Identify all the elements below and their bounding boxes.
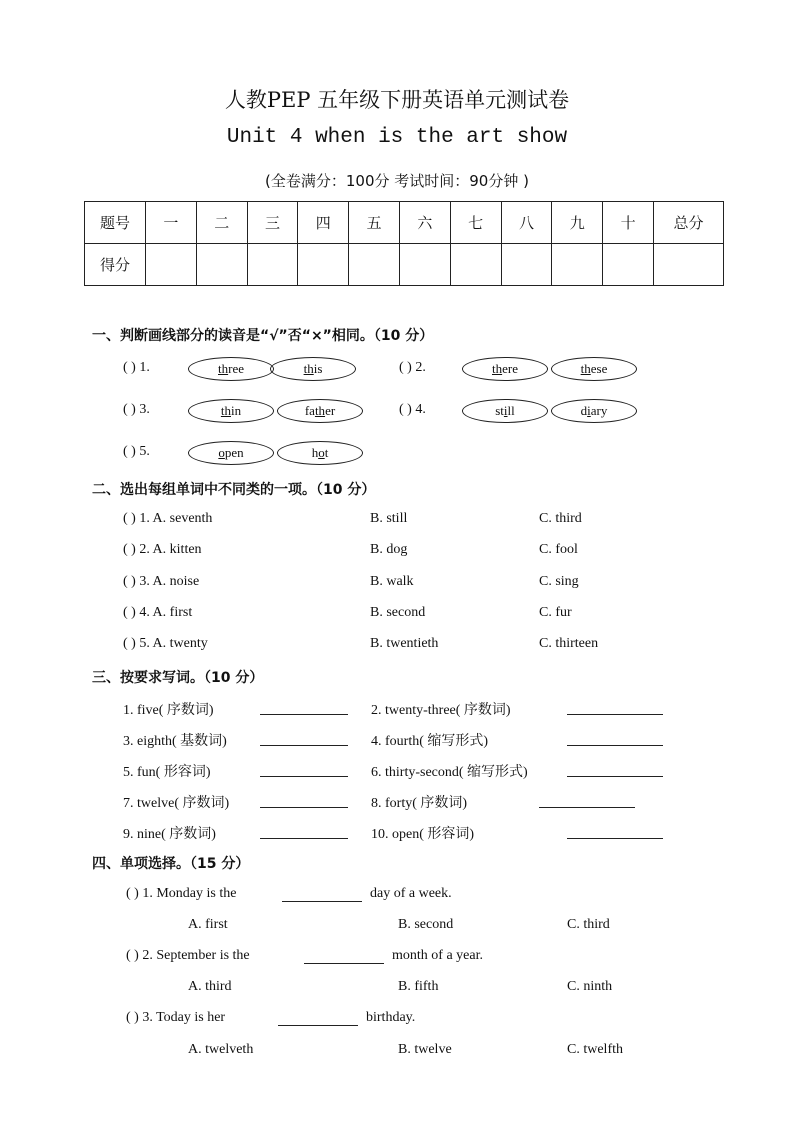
s2-item-3-b: B. walk	[370, 574, 414, 589]
score-table-header-row	[85, 202, 724, 244]
s3-item-8: 8. forty( 序数词)	[371, 796, 468, 811]
s4-item-2-stem: ( ) 2. September is the	[126, 948, 250, 963]
s1-item-1-word-b: this	[270, 357, 356, 381]
s1-item-5-word-b: hot	[277, 441, 363, 465]
score-cell[interactable]	[298, 244, 349, 286]
answer-blank[interactable]	[567, 824, 663, 839]
answer-blank[interactable]	[567, 762, 663, 777]
answer-blank[interactable]	[282, 887, 362, 902]
s3-item-3: 3. eighth( 基数词)	[123, 734, 227, 749]
score-cell[interactable]	[196, 244, 247, 286]
score-cell[interactable]	[247, 244, 298, 286]
score-cell[interactable]	[552, 244, 603, 286]
cell-q5: 五	[349, 202, 400, 244]
s3-item-6: 6. thirty-second( 缩写形式)	[371, 765, 528, 780]
s4-item-2-tail: month of a year.	[392, 948, 483, 963]
cell-q3: 三	[247, 202, 298, 244]
cell-q8: 八	[501, 202, 552, 244]
s4-item-2-option-b[interactable]: B. fifth	[398, 979, 439, 994]
s2-item-4-a: ( ) 4. A. first	[123, 605, 193, 620]
answer-blank[interactable]	[260, 731, 348, 746]
s1-item-4-word-b: diary	[551, 399, 637, 423]
s4-item-1-option-b[interactable]: B. second	[398, 917, 454, 932]
s4-item-3-stem: ( ) 3. Today is her	[126, 1010, 226, 1025]
s3-item-9: 9. nine( 序数词)	[123, 827, 216, 842]
s1-item-5-word-a: open	[188, 441, 274, 465]
answer-blank[interactable]	[567, 731, 663, 746]
unit-title: Unit 4 when is the art show	[226, 126, 568, 149]
score-cell[interactable]	[399, 244, 450, 286]
section-2-title: 二、选出每组单词中不同类的一项。（10 分）	[92, 482, 376, 498]
s2-item-5-c: C. thirteen	[539, 636, 599, 651]
score-cell[interactable]	[146, 244, 197, 286]
cell-label: 题号	[85, 202, 146, 244]
s2-item-1-b: B. still	[370, 511, 408, 526]
s1-item-2-word-b: these	[551, 357, 637, 381]
cell-q10: 十	[603, 202, 654, 244]
score-cell[interactable]	[450, 244, 501, 286]
s2-item-2-a: ( ) 2. A. kitten	[123, 542, 202, 557]
s2-item-3-c: C. sing	[539, 574, 579, 589]
cell-q7: 七	[450, 202, 501, 244]
s4-item-1-option-a[interactable]: A. first	[188, 917, 228, 932]
s2-item-2-c: C. fool	[539, 542, 578, 557]
s1-item-3-word-a: thin	[188, 399, 274, 423]
score-table-score-row	[85, 244, 724, 286]
answer-blank[interactable]	[260, 824, 348, 839]
score-cell[interactable]	[349, 244, 400, 286]
page-title: 人教PEP 五年级下册英语单元测试卷	[224, 88, 570, 112]
s3-item-2: 2. twenty-three( 序数词)	[371, 703, 511, 718]
s4-item-2-option-c[interactable]: C. ninth	[567, 979, 613, 994]
s1-item-1-word-a: three	[188, 357, 274, 381]
answer-blank[interactable]	[278, 1011, 358, 1026]
s3-item-1: 1. five( 序数词)	[123, 703, 214, 718]
answer-blank[interactable]	[567, 700, 663, 715]
s1-item-3-num: ( ) 3.	[123, 402, 150, 417]
s4-item-1-tail: day of a week.	[370, 886, 452, 901]
s2-item-5-a: ( ) 5. A. twenty	[123, 636, 208, 651]
section-3-title: 三、按要求写词。（10 分）	[92, 670, 264, 686]
s3-item-5: 5. fun( 形容词)	[123, 765, 211, 780]
answer-blank[interactable]	[260, 762, 348, 777]
s1-item-3-word-b: father	[277, 399, 363, 423]
answer-blank[interactable]	[304, 949, 384, 964]
cell-score-label: 得分	[85, 244, 146, 286]
answer-blank[interactable]	[260, 700, 348, 715]
s2-item-5-b: B. twentieth	[370, 636, 439, 651]
s1-item-5-num: ( ) 5.	[123, 444, 150, 459]
cell-total: 总分	[654, 202, 724, 244]
s1-item-1-num: ( ) 1.	[123, 360, 150, 375]
s1-item-4-num: ( ) 4.	[399, 402, 426, 417]
s4-item-3-tail: birthday.	[366, 1010, 416, 1025]
s3-item-4: 4. fourth( 缩写形式)	[371, 734, 489, 749]
s2-item-3-a: ( ) 3. A. noise	[123, 574, 200, 589]
s4-item-1-stem: ( ) 1. Monday is the	[126, 886, 237, 901]
s4-item-1-option-c[interactable]: C. third	[567, 917, 610, 932]
s1-item-2-num: ( ) 2.	[399, 360, 426, 375]
s4-item-3-option-c[interactable]: C. twelfth	[567, 1042, 623, 1057]
score-table	[84, 201, 724, 286]
exam-info: (全卷满分：100分 考试时间：90分钟 )	[265, 172, 529, 190]
s3-item-10: 10. open( 形容词)	[371, 827, 475, 842]
s4-item-3-option-b[interactable]: B. twelve	[398, 1042, 452, 1057]
cell-q6: 六	[399, 202, 450, 244]
answer-blank[interactable]	[539, 793, 635, 808]
cell-q2: 二	[196, 202, 247, 244]
score-cell[interactable]	[654, 244, 724, 286]
section-4-title: 四、单项选择。（15 分）	[92, 856, 250, 872]
s2-item-1-a: ( ) 1. A. seventh	[123, 511, 213, 526]
s1-item-4-word-a: still	[462, 399, 548, 423]
s2-item-4-b: B. second	[370, 605, 426, 620]
score-cell[interactable]	[501, 244, 552, 286]
s2-item-2-b: B. dog	[370, 542, 408, 557]
s4-item-2-option-a[interactable]: A. third	[188, 979, 232, 994]
s4-item-3-option-a[interactable]: A. twelveth	[188, 1042, 254, 1057]
cell-q9: 九	[552, 202, 603, 244]
s3-item-7: 7. twelve( 序数词)	[123, 796, 230, 811]
cell-q1: 一	[146, 202, 197, 244]
score-cell[interactable]	[603, 244, 654, 286]
s1-item-2-word-a: there	[462, 357, 548, 381]
s2-item-4-c: C. fur	[539, 605, 572, 620]
section-1-title: 一、判断画线部分的读音是“√”否“×”相同。（10 分）	[92, 328, 434, 344]
cell-q4: 四	[298, 202, 349, 244]
answer-blank[interactable]	[260, 793, 348, 808]
s2-item-1-c: C. third	[539, 511, 582, 526]
